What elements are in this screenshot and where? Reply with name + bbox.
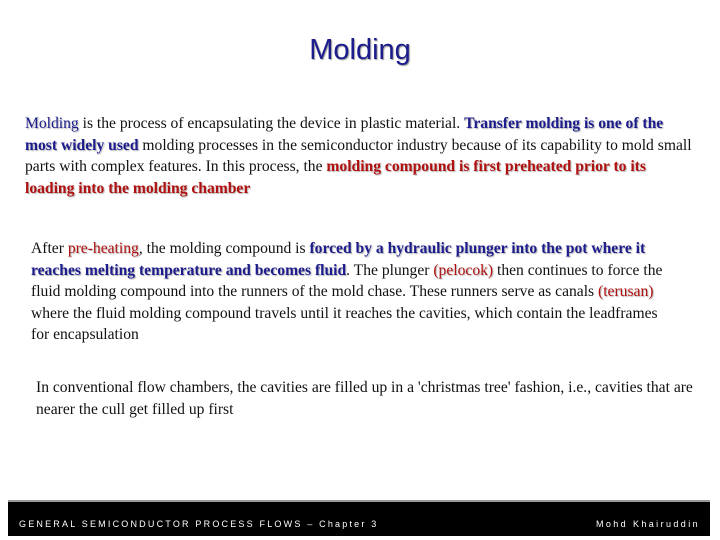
text-segment: molding processes in the semiconductor industry because of its capability to mold small parts with complex features. In this process, the <box>25 136 692 175</box>
footer-bar <box>8 500 710 536</box>
text-segment: After <box>31 240 68 257</box>
paragraph-transfer-molding <box>25 113 697 199</box>
text-segment: is the process of encapsulating the device in plastic material. <box>78 115 465 132</box>
footer-author: Mohd Khairuddin <box>595 519 700 529</box>
term-terusan: (terusan) <box>598 283 654 300</box>
text-segment: , the molding compound is <box>138 240 310 257</box>
highlight-hydraulic-plunger: forced by a hydraulic plunger into the pot where it reaches melting temperature and becomes fluid <box>31 240 646 279</box>
term-molding: Molding <box>25 115 79 132</box>
slide-title: Molding <box>309 34 411 66</box>
text-segment: then continues to force the fluid molding compound into the runners of the mold chase. These runners serve as canals <box>31 261 663 300</box>
term-pelocok: (pelocok) <box>433 261 494 279</box>
text-segment: . The plunger <box>346 261 434 279</box>
paragraph-flow-chambers: In conventional flow chambers, the cavities are filled up in a 'christmas tree' fashion, i.e., cavities that are nearer the cull get filled up first <box>36 379 693 418</box>
highlight-pre-heating: pre-heating <box>67 240 139 257</box>
paragraph-plunger <box>31 238 671 346</box>
highlight-transfer-molding: Transfer molding is one of the most widely used <box>25 115 664 154</box>
highlight-preheated: molding compound is first preheated prior to its loading into the molding chamber <box>25 158 646 197</box>
text-segment: where the fluid molding compound travels until it reaches the cavities, which contain the leadframes for encapsulation <box>31 304 658 343</box>
footer-course-title: GENERAL SEMICONDUCTOR PROCESS FLOWS – Chapter 3 <box>19 519 379 529</box>
